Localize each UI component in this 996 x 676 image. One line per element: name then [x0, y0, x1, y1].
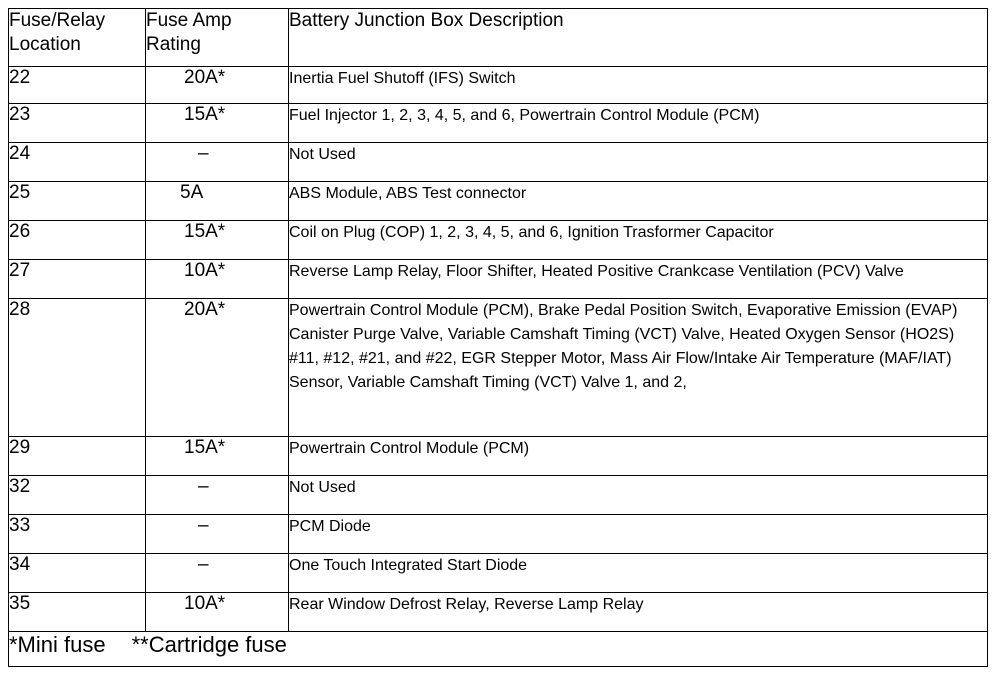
cell-amp [146, 476, 289, 515]
amp-value: 10A* [184, 593, 226, 614]
cell-amp [146, 437, 289, 476]
cell-description: Not Used [289, 143, 988, 182]
amp-value: 20A* [184, 299, 226, 320]
cell-description: Fuel Injector 1, 2, 3, 4, 5, and 6, Powertrain Control Module (PCM) [289, 104, 988, 143]
cell-description: Inertia Fuel Shutoff (IFS) Switch [289, 67, 988, 104]
table-row [9, 221, 988, 260]
header-amp-line1: Fuse Amp [146, 10, 232, 31]
footnote-row [9, 632, 988, 667]
cell-amp [146, 260, 289, 299]
cell-location: 29 [9, 437, 146, 476]
cell-location: 33 [9, 515, 146, 554]
header-description-text: Battery Junction Box Description [289, 10, 564, 31]
cell-location: 23 [9, 104, 146, 143]
footnote-cell [9, 632, 988, 667]
cell-location: 34 [9, 554, 146, 593]
cell-amp [146, 554, 289, 593]
cell-amp [146, 221, 289, 260]
table-row [9, 182, 988, 221]
header-description [289, 9, 988, 67]
header-amp-line2: Rating [146, 34, 201, 55]
amp-value: 20A* [184, 67, 226, 88]
cell-location: 27 [9, 260, 146, 299]
cell-description: PCM Diode [289, 515, 988, 554]
cell-amp [146, 182, 289, 221]
table-row [9, 104, 988, 143]
amp-value: – [198, 143, 209, 164]
cell-location: 28 [9, 299, 146, 437]
header-amp-rating [146, 9, 289, 67]
cell-amp [146, 593, 289, 632]
cell-location: 35 [9, 593, 146, 632]
cell-amp [146, 143, 289, 182]
cell-amp [146, 299, 289, 437]
header-location [9, 9, 146, 67]
header-location-line2: Location [9, 34, 81, 55]
table-row [9, 299, 988, 437]
amp-value: – [198, 476, 209, 497]
table-row [9, 476, 988, 515]
cell-location: 25 [9, 182, 146, 221]
fuse-table [8, 8, 988, 667]
cell-amp [146, 104, 289, 143]
amp-value: 5A [180, 182, 204, 203]
cell-location: 24 [9, 143, 146, 182]
cell-description: Powertrain Control Module (PCM) [289, 437, 988, 476]
cell-location: 32 [9, 476, 146, 515]
table-row [9, 67, 988, 104]
cell-location: 22 [9, 67, 146, 104]
cell-location: 26 [9, 221, 146, 260]
table-row [9, 515, 988, 554]
cell-description: Not Used [289, 476, 988, 515]
table-row [9, 437, 988, 476]
cell-amp [146, 67, 289, 104]
cell-description: Coil on Plug (COP) 1, 2, 3, 4, 5, and 6, Ignition Trasformer Capacitor [289, 221, 988, 260]
table-row [9, 593, 988, 632]
cell-description: Reverse Lamp Relay, Floor Shifter, Heated Positive Crankcase Ventilation (PCV) Valve [289, 260, 988, 299]
table-row [9, 260, 988, 299]
footnote-mini-fuse: *Mini fuse [9, 632, 106, 657]
amp-value: 15A* [184, 104, 226, 125]
cell-description: ABS Module, ABS Test connector [289, 182, 988, 221]
amp-value: – [198, 515, 209, 536]
amp-value: 10A* [184, 260, 226, 281]
footnote-cartridge-fuse: **Cartridge fuse [131, 632, 287, 657]
cell-description: Rear Window Defrost Relay, Reverse Lamp Relay [289, 593, 988, 632]
cell-description: Powertrain Control Module (PCM), Brake Pedal Position Switch, Evaporative Emission (EVAP) Canister Purge Valve, Variable Camshaft Timing (VCT) Valve, Heated Oxygen Sensor (HO2S) #11, #12, #21, and #22, EGR Stepper Motor, Mass Air Flow/Intake Air Temperature (MAF/IAT) Sensor, Variable Camshaft Timing (VCT) Valve 1, and 2, [289, 299, 988, 437]
table-row [9, 554, 988, 593]
header-row [9, 9, 988, 67]
header-location-line1: Fuse/Relay [9, 10, 106, 31]
cell-description: One Touch Integrated Start Diode [289, 554, 988, 593]
cell-amp [146, 515, 289, 554]
table-row [9, 143, 988, 182]
amp-value: – [198, 554, 209, 575]
amp-value: 15A* [184, 437, 226, 458]
amp-value: 15A* [184, 221, 226, 242]
